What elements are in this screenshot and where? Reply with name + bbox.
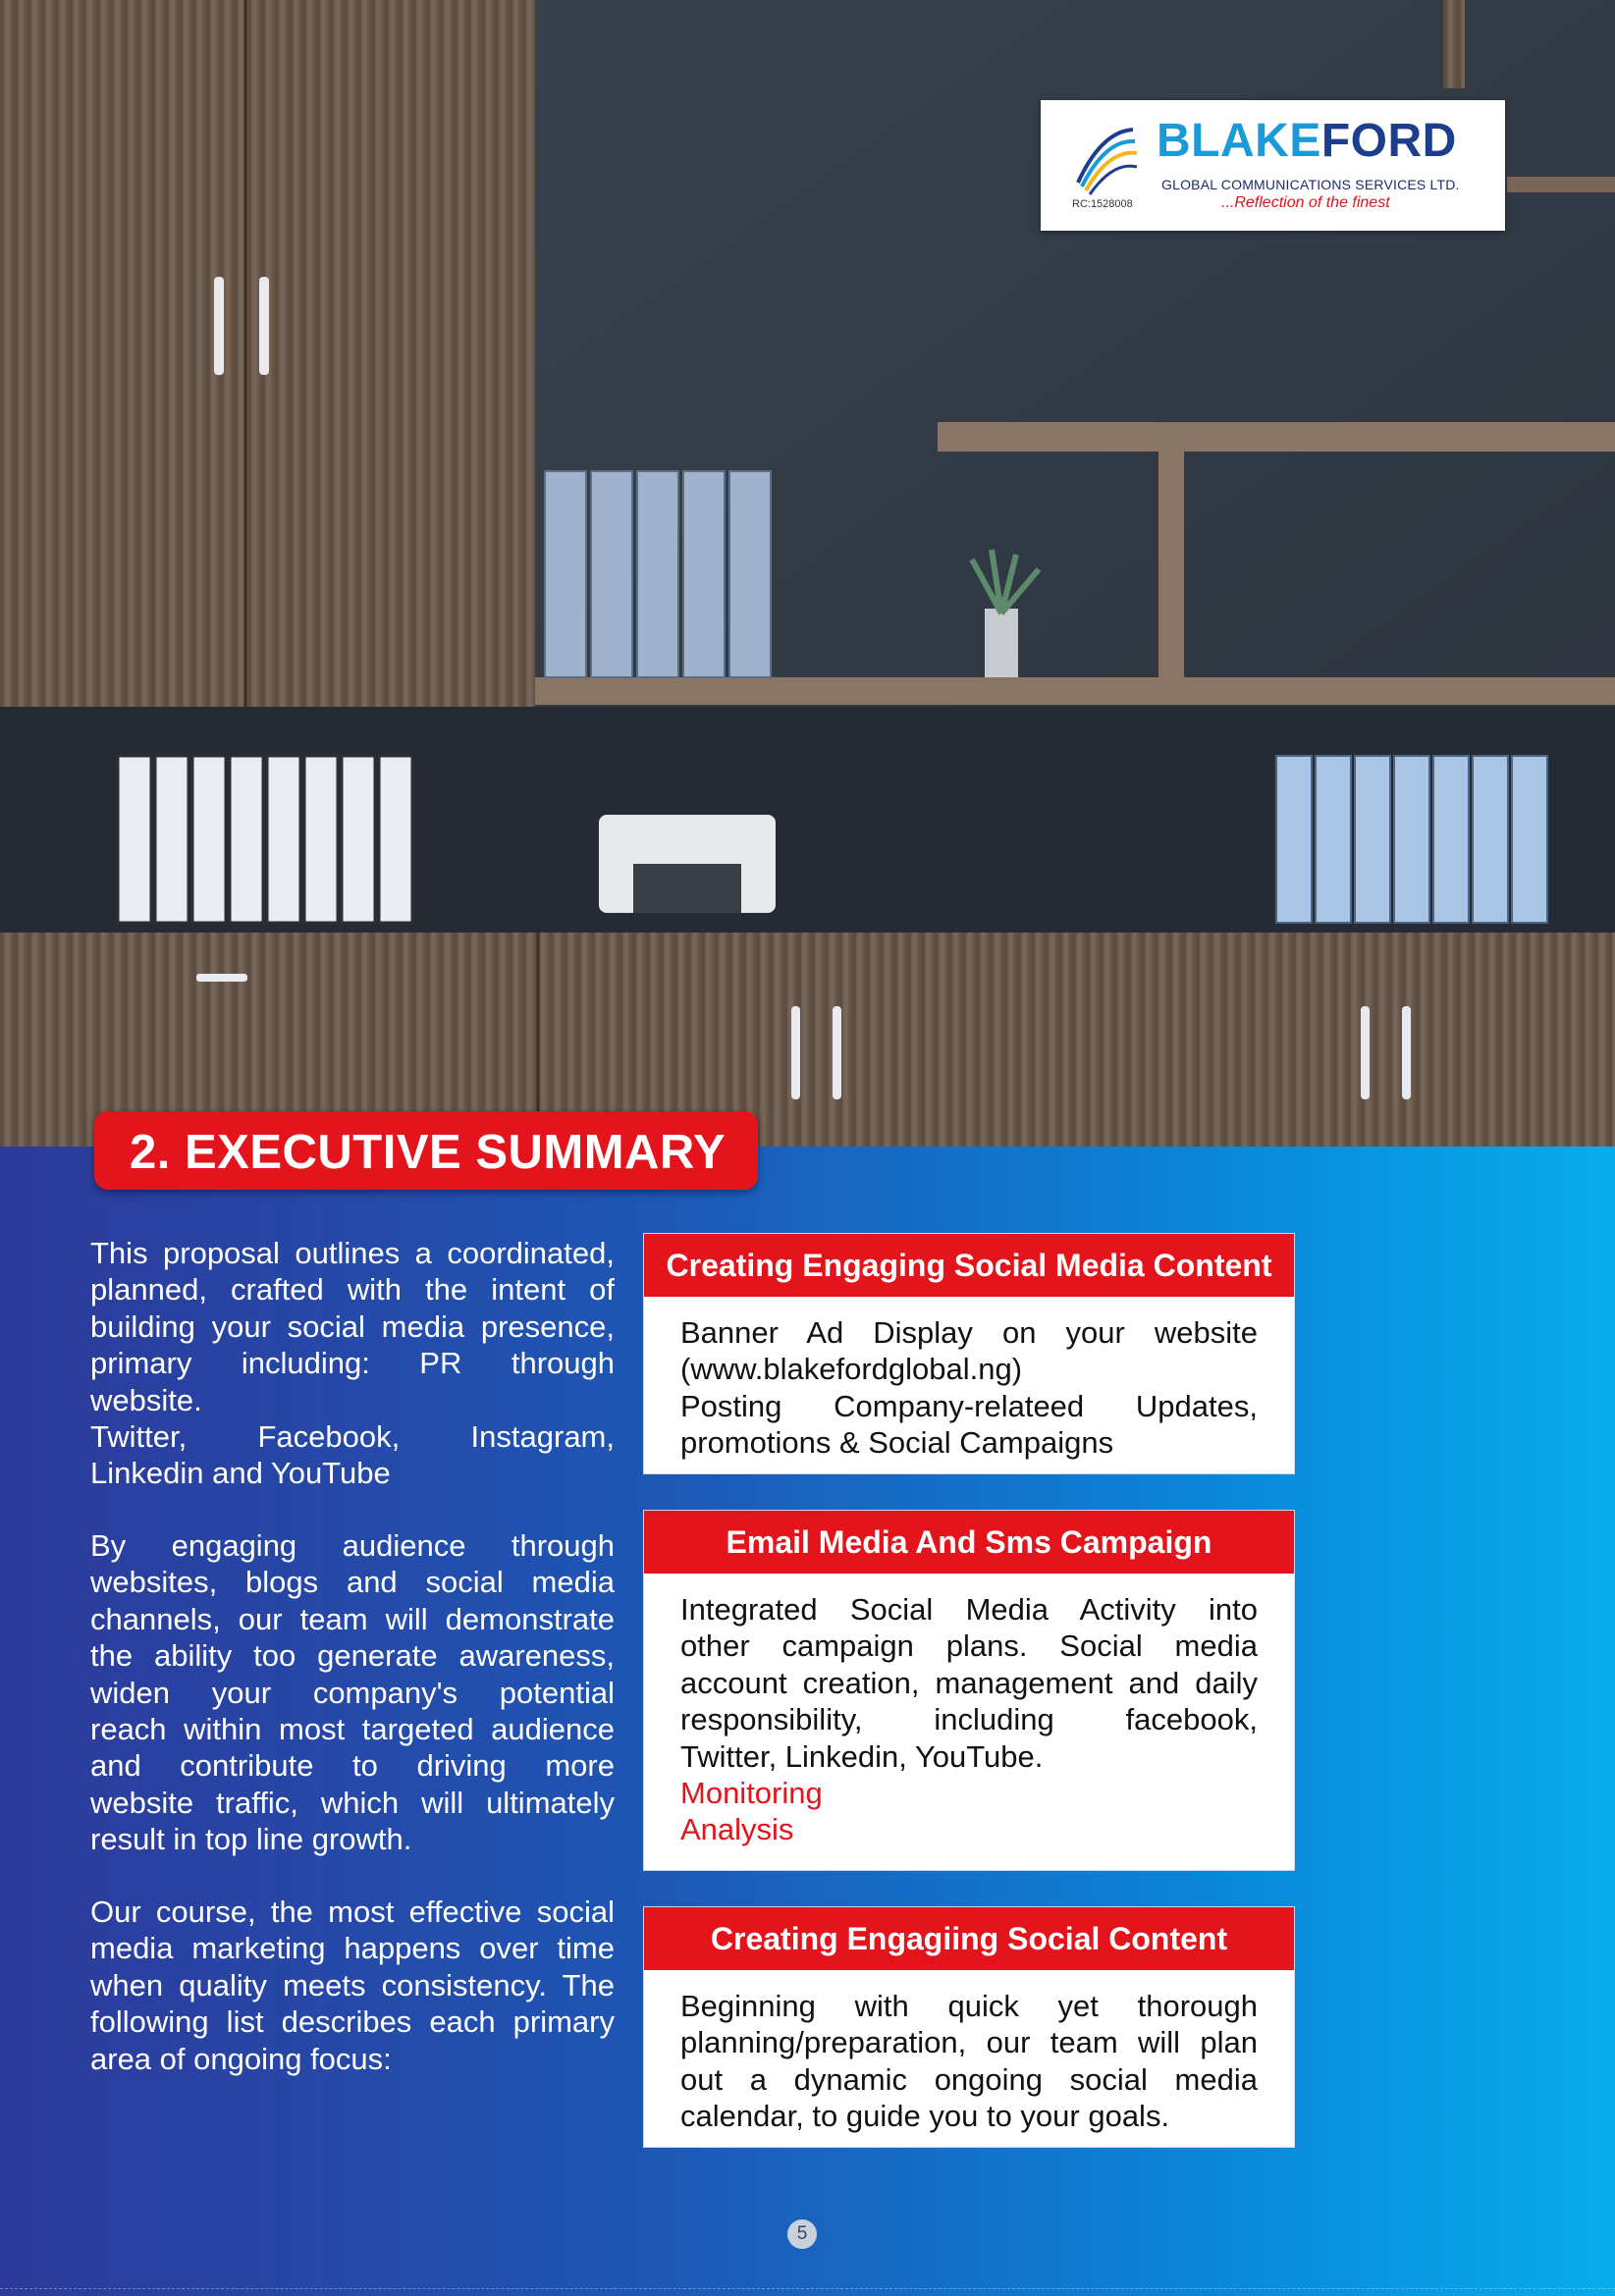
swirl-logo-icon: [1072, 122, 1141, 198]
intro-paragraph: This proposal outlines a coordinated, planned, crafted with the intent of building your social media presence, primary including: PR through website. Twitter, Facebook, Instagram, Linkedin and YouTube: [90, 1236, 615, 1491]
page-number: 5: [787, 2219, 817, 2249]
service-box-title: Creating Engagiing Social Content: [644, 1907, 1294, 1970]
service-box-body: Banner Ad Display on your website (www.blakefordglobal.ng) Posting Company-relateed Updates, promotions & Social Campaigns: [680, 1315, 1258, 1461]
brand-name: BLAKEFORD: [1157, 115, 1457, 167]
service-box-body: Integrated Social Media Activity into other campaign plans. Social media account creation, management and daily responsibility, including facebook, Twitter, Linkedin, YouTube. Monitoring Analysis: [680, 1592, 1258, 1847]
focus-paragraph: Our course, the most effective social media marketing happens over time when quality meets consistency. The following list describes each primary area of ongoing focus:: [90, 1895, 615, 2076]
monitoring-item: Monitoring: [680, 1776, 823, 1811]
company-logo: [1041, 100, 1505, 231]
analysis-item: Analysis: [680, 1812, 794, 1847]
service-box-content: [643, 1233, 1295, 1474]
service-box-email-sms: [643, 1510, 1295, 1871]
section-title: 2. EXECUTIVE SUMMARY: [130, 1126, 727, 1179]
tagline: ...Reflection of the finest: [1221, 194, 1390, 211]
service-box-planning: [643, 1906, 1295, 2148]
service-box-title: Creating Engaging Social Media Content: [644, 1234, 1294, 1297]
page-bottom-divider: [0, 2288, 1615, 2289]
engagement-paragraph: By engaging audience through websites, blogs and social media channels, our team will demonstrate the ability too generate awareness, widen your company's potential reach within most targeted audience and contribute to driving more website traffic, which will ultimately result in top line growth.: [90, 1528, 615, 1857]
service-box-title: Email Media And Sms Campaign: [644, 1511, 1294, 1574]
service-box-body: Beginning with quick yet thorough planning/preparation, our team will plan out a dynamic ongoing social media calendar, to guide you to your goals.: [680, 1989, 1258, 2134]
section-heading: [94, 1111, 758, 1190]
registration-number: RC:1528008: [1072, 198, 1133, 210]
company-subtitle: GLOBAL COMMUNICATIONS SERVICES LTD.: [1161, 177, 1460, 192]
